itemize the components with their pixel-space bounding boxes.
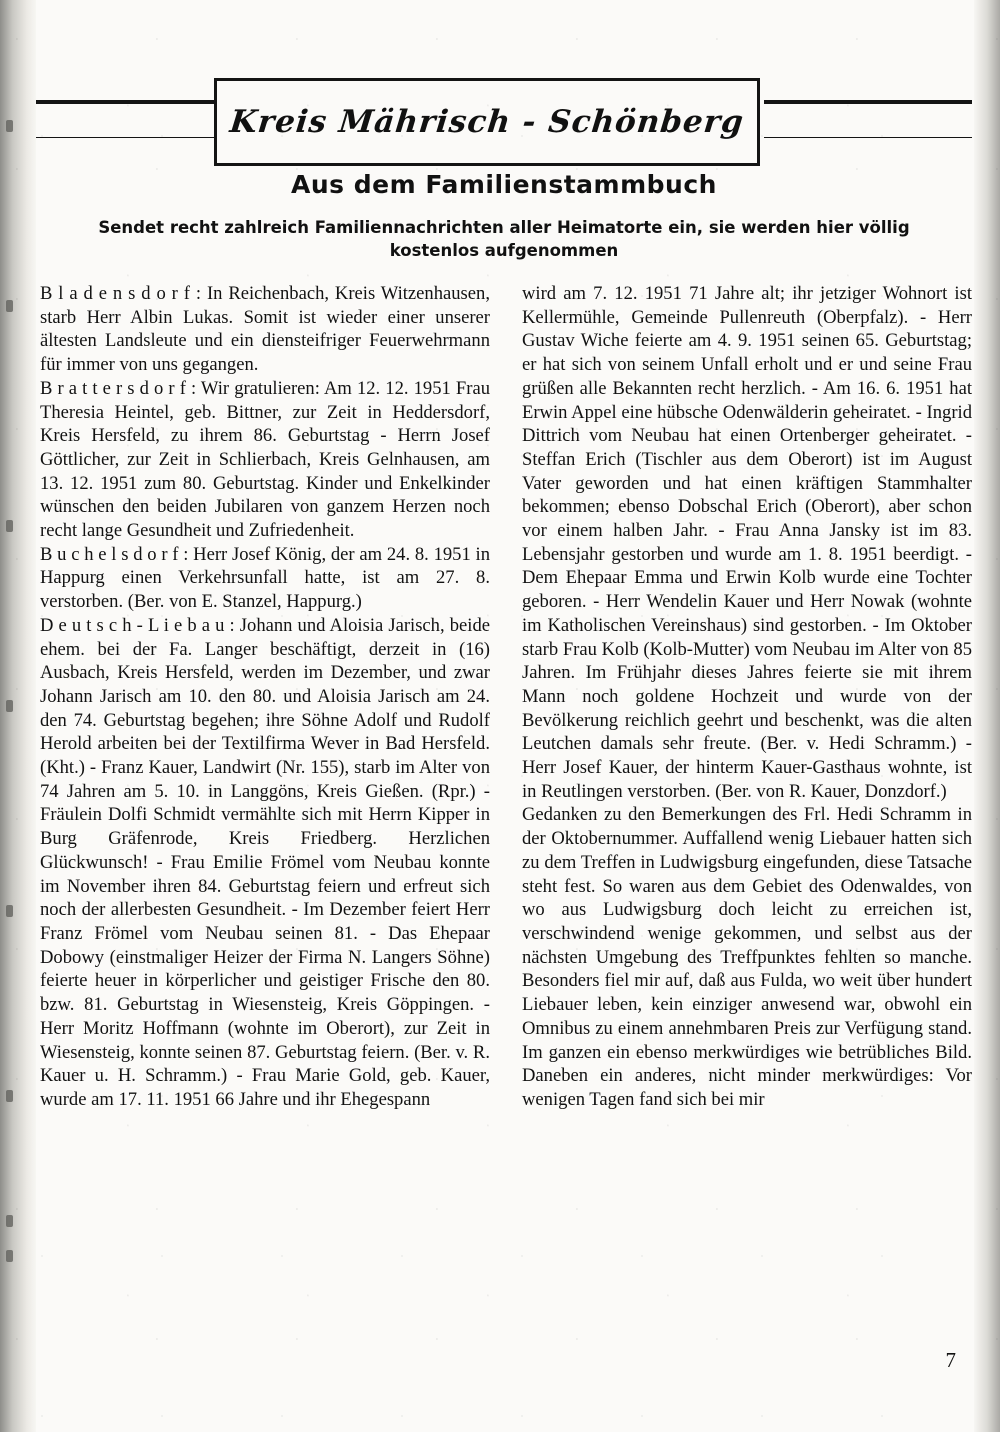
masthead xyxy=(36,78,972,160)
paragraph: B r a t t e r s d o r f : Wir gratulieren: Am 12. 12. 1951 Frau Theresia Heintel, geb. Bittner, zur Zeit in Heddersdorf, Kreis Hersfeld, zu ihrem 86. Geburtstag - Herrn Josef Göttlicher, zur Zeit in Schlierbach, Kreis Gelnhausen, am 13. 12. 1951 zum 80. Geburtstag. Kinder und Enkelkinder wünschen den beiden Jubilaren von ganzem Herzen noch recht lange Gesundheit und Zufriedenheit. xyxy=(40,377,490,542)
column-right xyxy=(522,282,972,1322)
page-number: 7 xyxy=(945,1348,956,1372)
paragraph: B u c h e l s d o r f : Herr Josef König, der am 24. 8. 1951 in Happurg einen Verkehrsunfall hatte, ist am 27. 8. verstorben. (Ber. von E. Stanzel, Happurg.) xyxy=(40,543,490,613)
paragraph: B l a d e n s d o r f : In Reichenbach, Kreis Witzenhausen, starb Herr Albin Lukas. Somit ist wieder einer unserer ältesten Landsleute und ein diensteifriger Feuerwehrmann für immer von uns gegangen. xyxy=(40,283,490,376)
kreis-title: Kreis Mährisch - Schönberg xyxy=(228,104,746,140)
spine-marks xyxy=(4,0,20,1432)
scan-right-margin xyxy=(974,0,1000,1432)
section-subheading: Sendet recht zahlreich Familiennachrichten aller Heimatorte ein, sie werden hier völlig kostenlos aufgenommen xyxy=(98,218,910,261)
article-columns xyxy=(40,282,972,1322)
paragraph: D e u t s c h - L i e b a u : Johann und Aloisia Jarisch, beide ehem. bei der Fa. Langer beschäftigt, derzeit in (16) Ausbach, Kreis Hersfeld, werden im Dezember, und zwar Johann Jarisch am 10. den 80. und Aloisia Jarisch am 24. den 74. Geburtstag begehen; ihre Söhne Adolf und Rudolf Herold arbeiten bei der Textilfirma Wever in Bad Hersfeld. (Kht.) - Franz Kauer, Landwirt (Nr. 155), starb im Alter von 74 Jahren am 5. 10. in Langgöns, Kreis Gießen. (Rpr.) - Fräulein Dolfi Schmidt vermählte sich mit Herrn Kipper in Burg Gräfenrode, Kreis Friedberg. Herzlichen Glückwunsch! - Frau Emilie Frömel vom Neubau konnte im November ihren 84. Geburtstag feiern und erfreut sich noch der allerbesten Gesundheit. - Im Dezember feiert Herr Franz Frömel vom Neubau seinen 81. - Das Ehepaar Dobowy (einstmaliger Heizer der Firma N. Langers Söhne) feierte heuer in körperlicher und geistiger Frische den 80. bzw. 81. Geburtstag in Wiesensteig, Kreis Göppingen. - Herr Moritz Hoffmann (wohnte im Oberort), zur Zeit in Wiesensteig, konnte seinen 87. Geburtstag feiern. (Ber. v. R. Kauer u. H. Schramm.) - Frau Marie Gold, geb. Kauer, wurde am 17. 11. 1951 66 Jahre und ihr Ehegespann xyxy=(40,614,490,1110)
paragraph: Gedanken zu den Bemerkungen des Frl. Hedi Schramm in der Oktobernummer. Auffallend wenig Liebauer hatten sich zu dem Treffen in Ludwigsburg eingefunden, diese Tatsache steht fest. So waren aus dem Gebiet des Odenwaldes, von wo aus Ludwigsburg doch leicht zu erreichen ist, verschwindend wenige gekommen, und selbst aus der nächsten Umgebung des Treffpunktes fehlten so manche. Besonders fiel mir auf, daß aus Fulda, wo weit über hundert Liebauer leben, kein einziger anwesend war, obwohl ein Omnibus zu einem annehmbaren Preis zur Verfügung stand. Im ganzen ein ebenso merkwürdiges wie betrübliches Bild. Daneben ein anderes, nicht minder merkwürdiges: Vor wenigen Tagen fand sich bei mir xyxy=(522,804,972,1110)
section-heading: Aus dem Familienstammbuch xyxy=(291,170,717,199)
column-left xyxy=(40,282,490,1322)
scan-left-margin xyxy=(0,0,36,1432)
paragraph: wird am 7. 12. 1951 71 Jahre alt; ihr jetziger Wohnort ist Kellermühle, Gemeinde Pullenreuth (Oberpfalz). - Herr Gustav Wiche feierte am 4. 9. 1951 seinen 65. Geburtstag; er hat sich von seinem Unfall erholt und er und seine Frau grüßen alle Bekannten recht herzlich. - Am 16. 6. 1951 hat Erwin Appel eine hübsche Odenwälderin geheiratet. - Ingrid Dittrich vom Neubau hat einen Ortenberger geheiratet. - Steffan Erich (Tischler aus dem Oberort) ist im August Vater geworden und hat einen kräftigen Stammhalter bekommen; ebenso Dobschal Erich (Oberort), aber schon vor einem halben Jahr. - Frau Anna Jansky ist im 83. Lebensjahr gestorben und wurde am 1. 8. 1951 beerdigt. - Dem Ehepaar Emma und Erwin Kolb wurde eine Tochter geboren. - Herr Wendelin Kauer und Herr Nowak (wohnte im Katholischen Vereinshaus) sind gestorben. - Im Oktober starb Frau Kolb (Kolb-Mutter) vom Neubau im Alter von 85 Jahren. Im Frühjahr dieses Jahres feierte sie mit ihrem Mann noch goldene Hochzeit und wurde von der Bevölkerung reichlich geehrt und beschenkt, was die alten Leutchen damals sehr freute. (Ber. v. Hedi Schramm.) - Herr Josef Kauer, der hinterm Kauer-Gasthaus wohnte, ist in Reutlingen verstorben. (Ber. von R. Kauer, Donzdorf.) xyxy=(522,283,972,802)
kreis-title-plate xyxy=(214,78,760,166)
